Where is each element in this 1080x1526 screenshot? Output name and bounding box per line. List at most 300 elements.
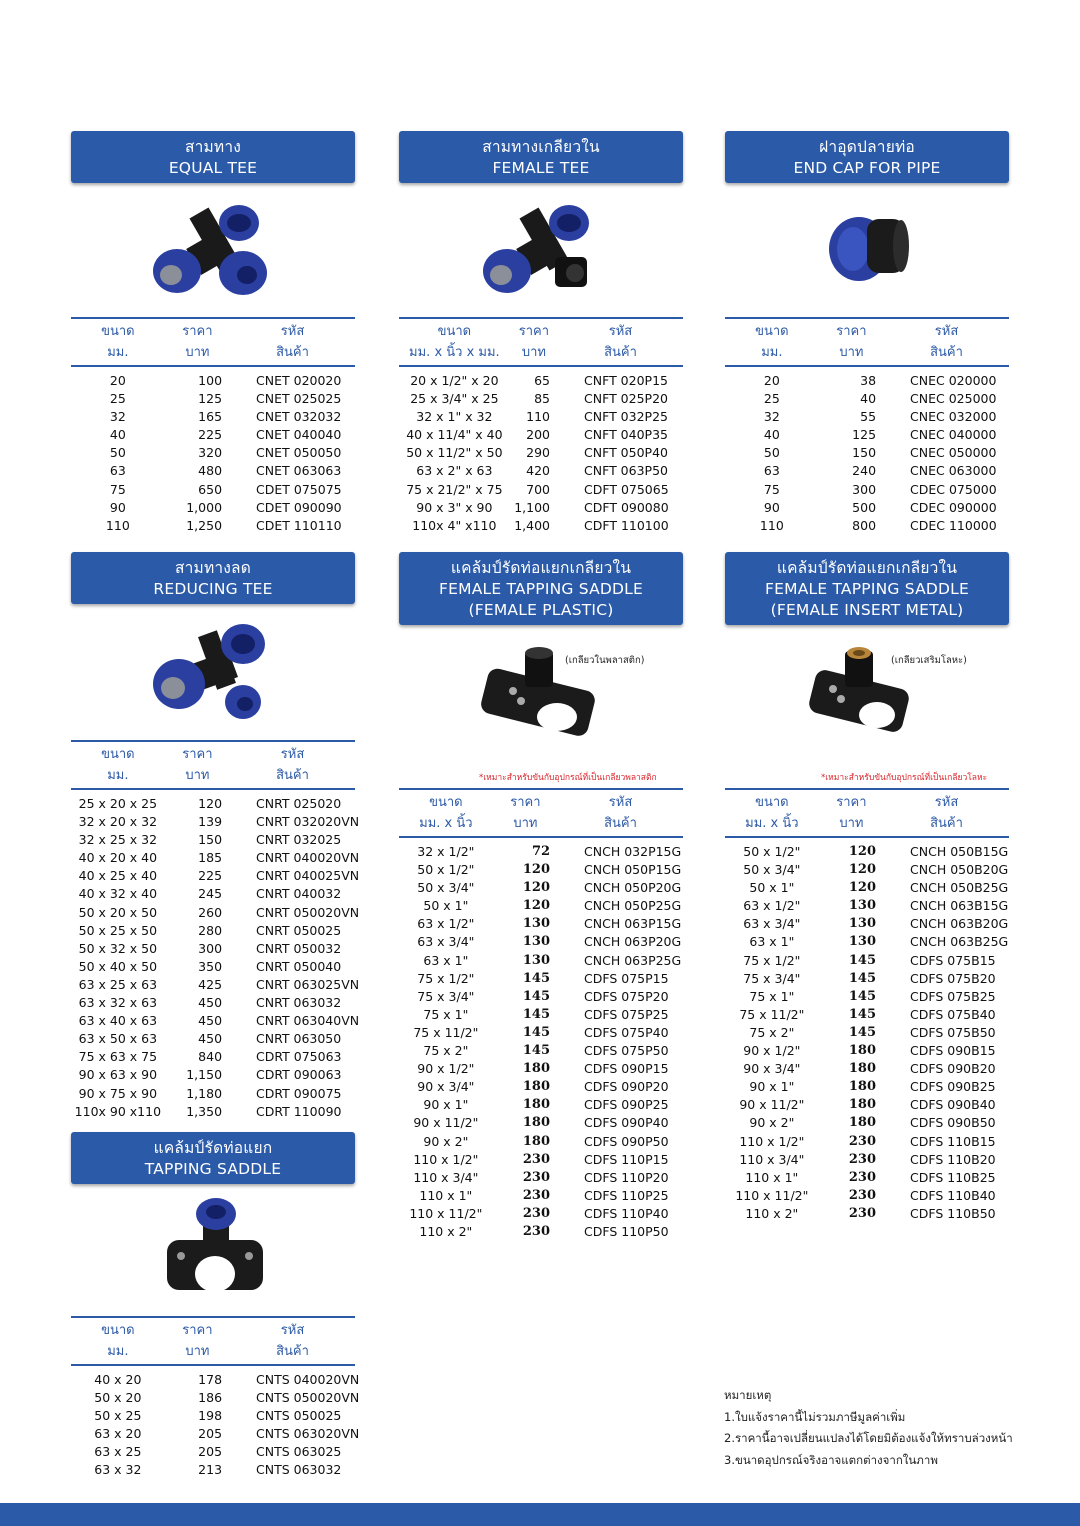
table-row xyxy=(725,1078,1009,1096)
code-cell: CNCH 032P15G xyxy=(584,844,682,859)
price-cell: 230 xyxy=(848,1187,877,1203)
price-cell: 120 xyxy=(848,862,877,878)
code-cell: CDFS 110P40 xyxy=(584,1205,669,1221)
size-cell: 63 x 1/2" xyxy=(743,898,801,914)
price-cell: 185 xyxy=(198,850,223,866)
price-cell: 180 xyxy=(522,1133,551,1149)
section-female-tee xyxy=(399,131,683,535)
table-row xyxy=(71,994,355,1012)
price-cell: 165 xyxy=(198,409,223,425)
price-cell: 180 xyxy=(848,1115,877,1131)
price-cell: 120 xyxy=(198,796,223,811)
code-cell: CDEC 090000 xyxy=(910,499,997,515)
table-row xyxy=(71,958,355,976)
end-cap-icon xyxy=(823,205,913,289)
price-cell: 145 xyxy=(848,1024,877,1040)
code-cell: CDFS 110P20 xyxy=(584,1169,669,1185)
table-row xyxy=(725,1096,1009,1114)
table-row xyxy=(399,879,683,897)
table-row xyxy=(71,813,355,831)
price-cell: 130 xyxy=(848,916,877,932)
col-code-header: รหัส สินค้า xyxy=(604,324,637,360)
size-cell: 32 xyxy=(763,409,780,425)
price-cell: 65 xyxy=(534,373,551,388)
price-cell: 320 xyxy=(198,445,223,461)
size-cell: 63 x 50 x 63 xyxy=(78,1031,158,1047)
price-cell: 150 xyxy=(852,445,877,461)
section-header xyxy=(71,552,355,604)
table-row xyxy=(399,837,683,861)
price-cell: 120 xyxy=(522,862,551,878)
title-english: TAPPING SADDLE xyxy=(144,1160,282,1178)
size-cell: 110 x 2" xyxy=(745,1205,799,1221)
table-row xyxy=(725,1024,1009,1042)
table-row xyxy=(399,426,683,444)
title-english: FEMALE TEE xyxy=(492,159,590,177)
table-row xyxy=(399,481,683,499)
table-row xyxy=(399,366,683,390)
table-row xyxy=(725,915,1009,933)
price-cell: 230 xyxy=(522,1151,551,1167)
price-cell: 1,150 xyxy=(186,1067,223,1083)
table-row xyxy=(725,462,1009,480)
size-cell: 90 x 3/4" xyxy=(743,1061,801,1077)
table-row xyxy=(725,1133,1009,1151)
table-row xyxy=(71,1066,355,1084)
code-cell: CNCH 063B15G xyxy=(910,898,1009,914)
size-cell: 50 xyxy=(109,445,126,461)
table-row xyxy=(71,390,355,408)
code-cell: CNFT 025P20 xyxy=(584,391,668,407)
code-cell: CDEC 110000 xyxy=(910,517,997,533)
price-cell: 300 xyxy=(198,940,223,956)
code-cell: CDFT 090080 xyxy=(584,499,669,515)
price-cell: 145 xyxy=(848,988,877,1004)
table-row xyxy=(399,970,683,988)
price-cell: 1,400 xyxy=(514,517,551,533)
size-cell: 110 x 3/4" xyxy=(739,1151,805,1167)
price-cell: 40 xyxy=(860,391,877,407)
usage-note: *เหมาะสำหรับขันกับอุปกรณ์ที่เป็นเกลียวโลหะ xyxy=(821,773,988,783)
table-row xyxy=(725,1060,1009,1078)
table-row xyxy=(71,1407,355,1425)
code-cell: CDFT 075065 xyxy=(584,481,669,497)
size-cell: 75 x 11/2" xyxy=(413,1024,479,1040)
price-cell: 230 xyxy=(848,1169,877,1185)
title-english: FEMALE TAPPING SADDLE xyxy=(439,580,643,598)
size-cell: 75 x 1/2" xyxy=(743,952,801,968)
remarks xyxy=(724,1385,1013,1471)
code-cell: CDFS 090B20 xyxy=(910,1061,996,1077)
price-table xyxy=(399,788,683,1241)
table-row xyxy=(399,1169,683,1187)
table-row xyxy=(399,1060,683,1078)
size-cell: 75 x 63 x 75 xyxy=(78,1049,158,1065)
size-cell: 25 xyxy=(763,391,780,407)
table-row xyxy=(399,517,683,535)
price-cell: 145 xyxy=(522,1006,551,1022)
col-size-header: ขนาด มม. xyxy=(101,1323,135,1359)
price-cell: 145 xyxy=(848,1006,877,1022)
code-cell: CNRT 050025 xyxy=(256,922,342,938)
code-cell: CDET 090090 xyxy=(256,499,342,515)
price-cell: 290 xyxy=(526,445,551,461)
size-cell: 20 xyxy=(763,373,780,388)
table-row xyxy=(399,1114,683,1132)
price-cell: 180 xyxy=(848,1079,877,1095)
size-cell: 110 x 2" xyxy=(419,1223,473,1239)
product-image-female-tapping-metal xyxy=(725,625,1009,788)
code-cell: CNCH 050P25G xyxy=(584,898,682,914)
size-cell: 63 x 32 xyxy=(94,1462,142,1478)
col-code-header: รหัส สินค้า xyxy=(276,324,309,360)
usage-note: *เหมาะสำหรับขันกับอุปกรณ์ที่เป็นเกลียวพลาสติก xyxy=(479,773,657,783)
size-cell: 63 x 25 x 63 xyxy=(78,976,158,992)
price-cell: 180 xyxy=(522,1097,551,1113)
size-cell: 75 x 2" xyxy=(749,1024,795,1040)
size-cell: 90 x 75 x 90 xyxy=(78,1085,158,1101)
code-cell: CDFS 075B40 xyxy=(910,1006,996,1022)
price-cell: 72 xyxy=(531,844,551,859)
table-row xyxy=(399,444,683,462)
price-cell: 230 xyxy=(848,1151,877,1167)
table-row xyxy=(399,1223,683,1241)
col-code-header: รหัส สินค้า xyxy=(276,1323,309,1359)
table-row xyxy=(71,444,355,462)
code-cell: CNCH 050P15G xyxy=(584,862,682,878)
price-cell: 450 xyxy=(198,1013,223,1029)
size-cell: 63 xyxy=(763,463,780,479)
size-cell: 90 x 11/2" xyxy=(739,1097,805,1113)
table-row xyxy=(399,408,683,426)
price-cell: 145 xyxy=(522,988,551,1004)
title-english: FEMALE TAPPING SADDLE xyxy=(765,580,969,598)
table-row xyxy=(725,1169,1009,1187)
code-cell: CDFS 090P25 xyxy=(584,1097,669,1113)
price-cell: 205 xyxy=(198,1426,223,1442)
title-thai: สามทาง xyxy=(184,138,242,156)
price-cell: 350 xyxy=(198,958,223,974)
size-cell: 63 x 1" xyxy=(749,934,795,950)
price-cell: 130 xyxy=(522,916,551,932)
price-cell: 145 xyxy=(522,1043,551,1059)
title-thai: สามทางเกลียวใน xyxy=(482,138,600,156)
code-cell: CNET 025025 xyxy=(256,391,342,407)
size-cell: 63 x 40 x 63 xyxy=(78,1013,158,1029)
price-cell: 205 xyxy=(198,1444,223,1460)
price-cell: 100 xyxy=(198,373,223,388)
size-cell: 110 x 1" xyxy=(419,1187,473,1203)
size-cell: 90 x 1/2" xyxy=(417,1061,475,1077)
price-cell: 260 xyxy=(198,904,223,920)
table-row xyxy=(71,1461,355,1479)
table-row xyxy=(725,390,1009,408)
size-cell: 50 x 20 x 50 xyxy=(78,904,158,920)
code-cell: CNEC 020000 xyxy=(910,373,997,388)
code-cell: CDFS 090P15 xyxy=(584,1061,669,1077)
remarks-line: 3.ขนาดอุปกรณ์จริงอาจแตกต่างจากในภาพ xyxy=(724,1452,938,1467)
code-cell: CDRT 110090 xyxy=(256,1103,342,1119)
size-cell: 110x 90 x110 xyxy=(74,1103,162,1119)
col-price-header: ราคา บาท xyxy=(510,795,541,831)
price-cell: 180 xyxy=(522,1061,551,1077)
table-row xyxy=(399,1024,683,1042)
table-row xyxy=(71,1030,355,1048)
price-cell: 139 xyxy=(198,814,223,830)
code-cell: CDFS 075P50 xyxy=(584,1043,669,1059)
price-cell: 198 xyxy=(198,1408,223,1424)
size-cell: 75 xyxy=(109,481,126,497)
code-cell: CDFS 075P20 xyxy=(584,988,669,1004)
code-cell: CNET 032032 xyxy=(256,409,342,425)
table-row xyxy=(725,988,1009,1006)
price-cell: 230 xyxy=(848,1133,877,1149)
size-cell: 50 x 1" xyxy=(423,898,469,914)
image-note: (เกลียวเสริมโลหะ) xyxy=(891,655,967,666)
table-row xyxy=(71,408,355,426)
table-row xyxy=(399,952,683,970)
product-image-female-tapping-plastic xyxy=(399,625,683,788)
code-cell: CDFS 075P25 xyxy=(584,1006,669,1022)
table-row xyxy=(399,861,683,879)
col-size-header: ขนาด มม. xyxy=(101,747,135,783)
size-cell: 50 x 40 x 50 xyxy=(78,958,158,974)
table-row xyxy=(399,1133,683,1151)
price-cell: 280 xyxy=(198,922,223,938)
title-thai: สามทางลด xyxy=(174,559,252,577)
table-row xyxy=(71,426,355,444)
table-row xyxy=(399,897,683,915)
code-cell: CDET 110110 xyxy=(256,517,342,533)
table-row xyxy=(725,879,1009,897)
code-cell: CNEC 050000 xyxy=(910,445,997,461)
size-cell: 110 x 1" xyxy=(745,1169,799,1185)
price-cell: 240 xyxy=(852,463,877,479)
size-cell: 75 x 1" xyxy=(423,1006,469,1022)
size-cell: 75 x 3/4" xyxy=(743,970,801,986)
section-header xyxy=(725,552,1009,625)
table-row xyxy=(71,1012,355,1030)
price-cell: 1,100 xyxy=(514,499,551,515)
size-cell: 90 x 63 x 90 xyxy=(78,1067,158,1083)
table-row xyxy=(71,922,355,940)
size-cell: 90 xyxy=(109,499,126,515)
tapping-saddle-icon xyxy=(159,1196,269,1306)
title-english: REDUCING TEE xyxy=(153,580,273,598)
price-cell: 230 xyxy=(522,1223,551,1239)
size-cell: 63 x 32 x 63 xyxy=(78,995,158,1011)
code-cell: CNCH 050B15G xyxy=(910,844,1009,859)
table-row xyxy=(399,462,683,480)
price-cell: 200 xyxy=(526,427,551,443)
table-row xyxy=(725,952,1009,970)
price-cell: 120 xyxy=(848,844,877,859)
table-row xyxy=(399,933,683,951)
price-cell: 110 xyxy=(526,409,551,425)
section-tapping-saddle xyxy=(71,1132,360,1480)
product-image-tapping-saddle xyxy=(71,1184,355,1316)
size-cell: 63 x 25 xyxy=(94,1444,142,1460)
section-reducing-tee xyxy=(71,552,360,1121)
code-cell: CDEC 075000 xyxy=(910,481,997,497)
code-cell: CNRT 040025VN xyxy=(256,868,360,884)
size-cell: 63 x 1/2" xyxy=(417,916,475,932)
size-cell: 75 x 2" xyxy=(423,1043,469,1059)
col-price-header: ราคา บาท xyxy=(182,747,213,783)
code-cell: CDFS 075P40 xyxy=(584,1024,669,1040)
title-thai: แคล้มป์รัดท่อแยกเกลียวใน xyxy=(450,559,632,577)
price-cell: 120 xyxy=(522,898,551,914)
code-cell: CDRT 090063 xyxy=(256,1067,342,1083)
table-row xyxy=(725,970,1009,988)
title-english: EQUAL TEE xyxy=(168,159,258,177)
code-cell: CNRT 050032 xyxy=(256,940,342,956)
table-row xyxy=(725,837,1009,861)
price-cell: 650 xyxy=(198,481,223,497)
table-row xyxy=(399,1096,683,1114)
price-cell: 180 xyxy=(522,1079,551,1095)
code-cell: CDFS 110P50 xyxy=(584,1223,669,1239)
price-cell: 800 xyxy=(852,517,877,533)
size-cell: 25 xyxy=(109,391,126,407)
code-cell: CNET 063063 xyxy=(256,463,342,479)
code-cell: CNTS 050020VN xyxy=(256,1390,360,1406)
size-cell: 75 x 1/2" xyxy=(417,970,475,986)
price-cell: 230 xyxy=(522,1205,551,1221)
size-cell: 50 x 25 x 50 xyxy=(78,922,158,938)
table-row xyxy=(71,1443,355,1461)
code-cell: CDFS 110B50 xyxy=(910,1205,996,1221)
code-cell: CNTS 063032 xyxy=(256,1462,342,1478)
price-cell: 186 xyxy=(198,1390,223,1406)
col-size-header: ขนาด มม. x นิ้ว xyxy=(745,795,799,831)
price-cell: 700 xyxy=(526,481,551,497)
code-cell: CNEC 032000 xyxy=(910,409,997,425)
col-size-header: ขนาด มม. x นิ้ว x มม. xyxy=(409,324,500,360)
code-cell: CDFS 110B20 xyxy=(910,1151,996,1167)
section-end-cap xyxy=(725,131,1009,535)
size-cell: 90 x 2" xyxy=(749,1115,795,1131)
price-cell: 225 xyxy=(198,427,223,443)
price-cell: 150 xyxy=(198,832,223,848)
table-row xyxy=(725,1006,1009,1024)
size-cell: 90 x 3" x 90 xyxy=(416,499,493,515)
price-table xyxy=(71,1316,360,1480)
section-header xyxy=(71,1132,355,1184)
col-price-header: ราคา บาท xyxy=(182,324,213,360)
col-price-header: ราคา บาท xyxy=(836,795,867,831)
code-cell: CNCH 050B25G xyxy=(910,880,1009,896)
code-cell: CNRT 063050 xyxy=(256,1031,342,1047)
size-cell: 110 x 3/4" xyxy=(413,1169,479,1185)
size-cell: 40 x 25 x 40 xyxy=(78,868,158,884)
table-row xyxy=(725,897,1009,915)
code-cell: CNFT 032P25 xyxy=(584,409,668,425)
section-female-tapping-saddle-plastic xyxy=(399,552,683,1241)
code-cell: CNRT 063032 xyxy=(256,995,342,1011)
size-cell: 50 x 32 x 50 xyxy=(78,940,158,956)
code-cell: CNFT 063P50 xyxy=(584,463,668,479)
price-cell: 450 xyxy=(198,1031,223,1047)
size-cell: 25 x 3/4" x 25 xyxy=(410,391,499,407)
code-cell: CDFS 110P25 xyxy=(584,1187,669,1203)
price-cell: 145 xyxy=(522,970,551,986)
code-cell: CNRT 050040 xyxy=(256,958,342,974)
table-row xyxy=(725,481,1009,499)
size-cell: 90 x 1/2" xyxy=(743,1043,801,1059)
code-cell: CNRT 032025 xyxy=(256,832,342,848)
table-row xyxy=(71,499,355,517)
col-size-header: ขนาด มม. x นิ้ว xyxy=(419,795,473,831)
section-header xyxy=(725,131,1009,183)
code-cell: CNCH 050B20G xyxy=(910,862,1009,878)
price-cell: 130 xyxy=(848,934,877,950)
code-cell: CNTS 063025 xyxy=(256,1444,342,1460)
col-code-header: รหัส สินค้า xyxy=(604,795,637,831)
col-price-header: ราคา บาท xyxy=(182,1323,213,1359)
table-row xyxy=(399,1187,683,1205)
code-cell: CDFS 090B40 xyxy=(910,1097,996,1113)
code-cell: CNTS 040020VN xyxy=(256,1372,360,1387)
code-cell: CNEC 040000 xyxy=(910,427,997,443)
title-thai: แคล้มป์รัดท่อแยก xyxy=(153,1139,273,1157)
remarks-line: 2.ราคานี้อาจเปลี่ยนแปลงได้โดยมิต้องแจ้งให้ทราบล่วงหน้า xyxy=(724,1431,1013,1445)
code-cell: CNCH 050P20G xyxy=(584,880,682,896)
price-cell: 85 xyxy=(534,391,551,407)
size-cell: 50 x 1/2" xyxy=(417,862,475,878)
size-cell: 50 x 25 xyxy=(94,1408,142,1424)
price-table xyxy=(725,788,1009,1223)
table-row xyxy=(399,1078,683,1096)
price-cell: 230 xyxy=(522,1169,551,1185)
code-cell: CNRT 040020VN xyxy=(256,850,360,866)
code-cell: CNET 040040 xyxy=(256,427,342,443)
code-cell: CDFS 075B50 xyxy=(910,1024,996,1040)
table-row xyxy=(399,1006,683,1024)
table-row xyxy=(725,1205,1009,1223)
size-cell: 75 xyxy=(763,481,780,497)
price-cell: 55 xyxy=(860,409,877,425)
size-cell: 110 xyxy=(759,517,784,533)
code-cell: CDFS 075B20 xyxy=(910,970,996,986)
size-cell: 90 x 11/2" xyxy=(413,1115,479,1131)
size-cell: 32 xyxy=(109,409,126,425)
price-cell: 130 xyxy=(522,952,551,968)
code-cell: CNRT 040032 xyxy=(256,886,342,902)
price-cell: 38 xyxy=(860,373,877,388)
section-header xyxy=(399,131,683,183)
code-cell: CNTS 063020VN xyxy=(256,1426,360,1442)
female-tee-icon xyxy=(481,195,601,307)
size-cell: 50 x 3/4" xyxy=(417,880,475,896)
size-cell: 50 x 1/2" xyxy=(743,844,801,859)
size-cell: 90 x 1" xyxy=(423,1097,469,1113)
code-cell: CDFS 090B25 xyxy=(910,1079,996,1095)
table-row xyxy=(71,885,355,903)
size-cell: 110 x 1/2" xyxy=(739,1133,805,1149)
table-row xyxy=(725,499,1009,517)
table-row xyxy=(399,1205,683,1223)
code-cell: CNRT 050020VN xyxy=(256,904,360,920)
size-cell: 90 xyxy=(763,499,780,515)
size-cell: 32 x 1/2" xyxy=(417,844,475,859)
code-cell: CNFT 040P35 xyxy=(584,427,668,443)
table-row xyxy=(71,1425,355,1443)
section-header xyxy=(71,131,355,183)
table-row xyxy=(725,1187,1009,1205)
size-cell: 20 x 1/2" x 20 xyxy=(410,373,499,388)
table-row xyxy=(399,988,683,1006)
